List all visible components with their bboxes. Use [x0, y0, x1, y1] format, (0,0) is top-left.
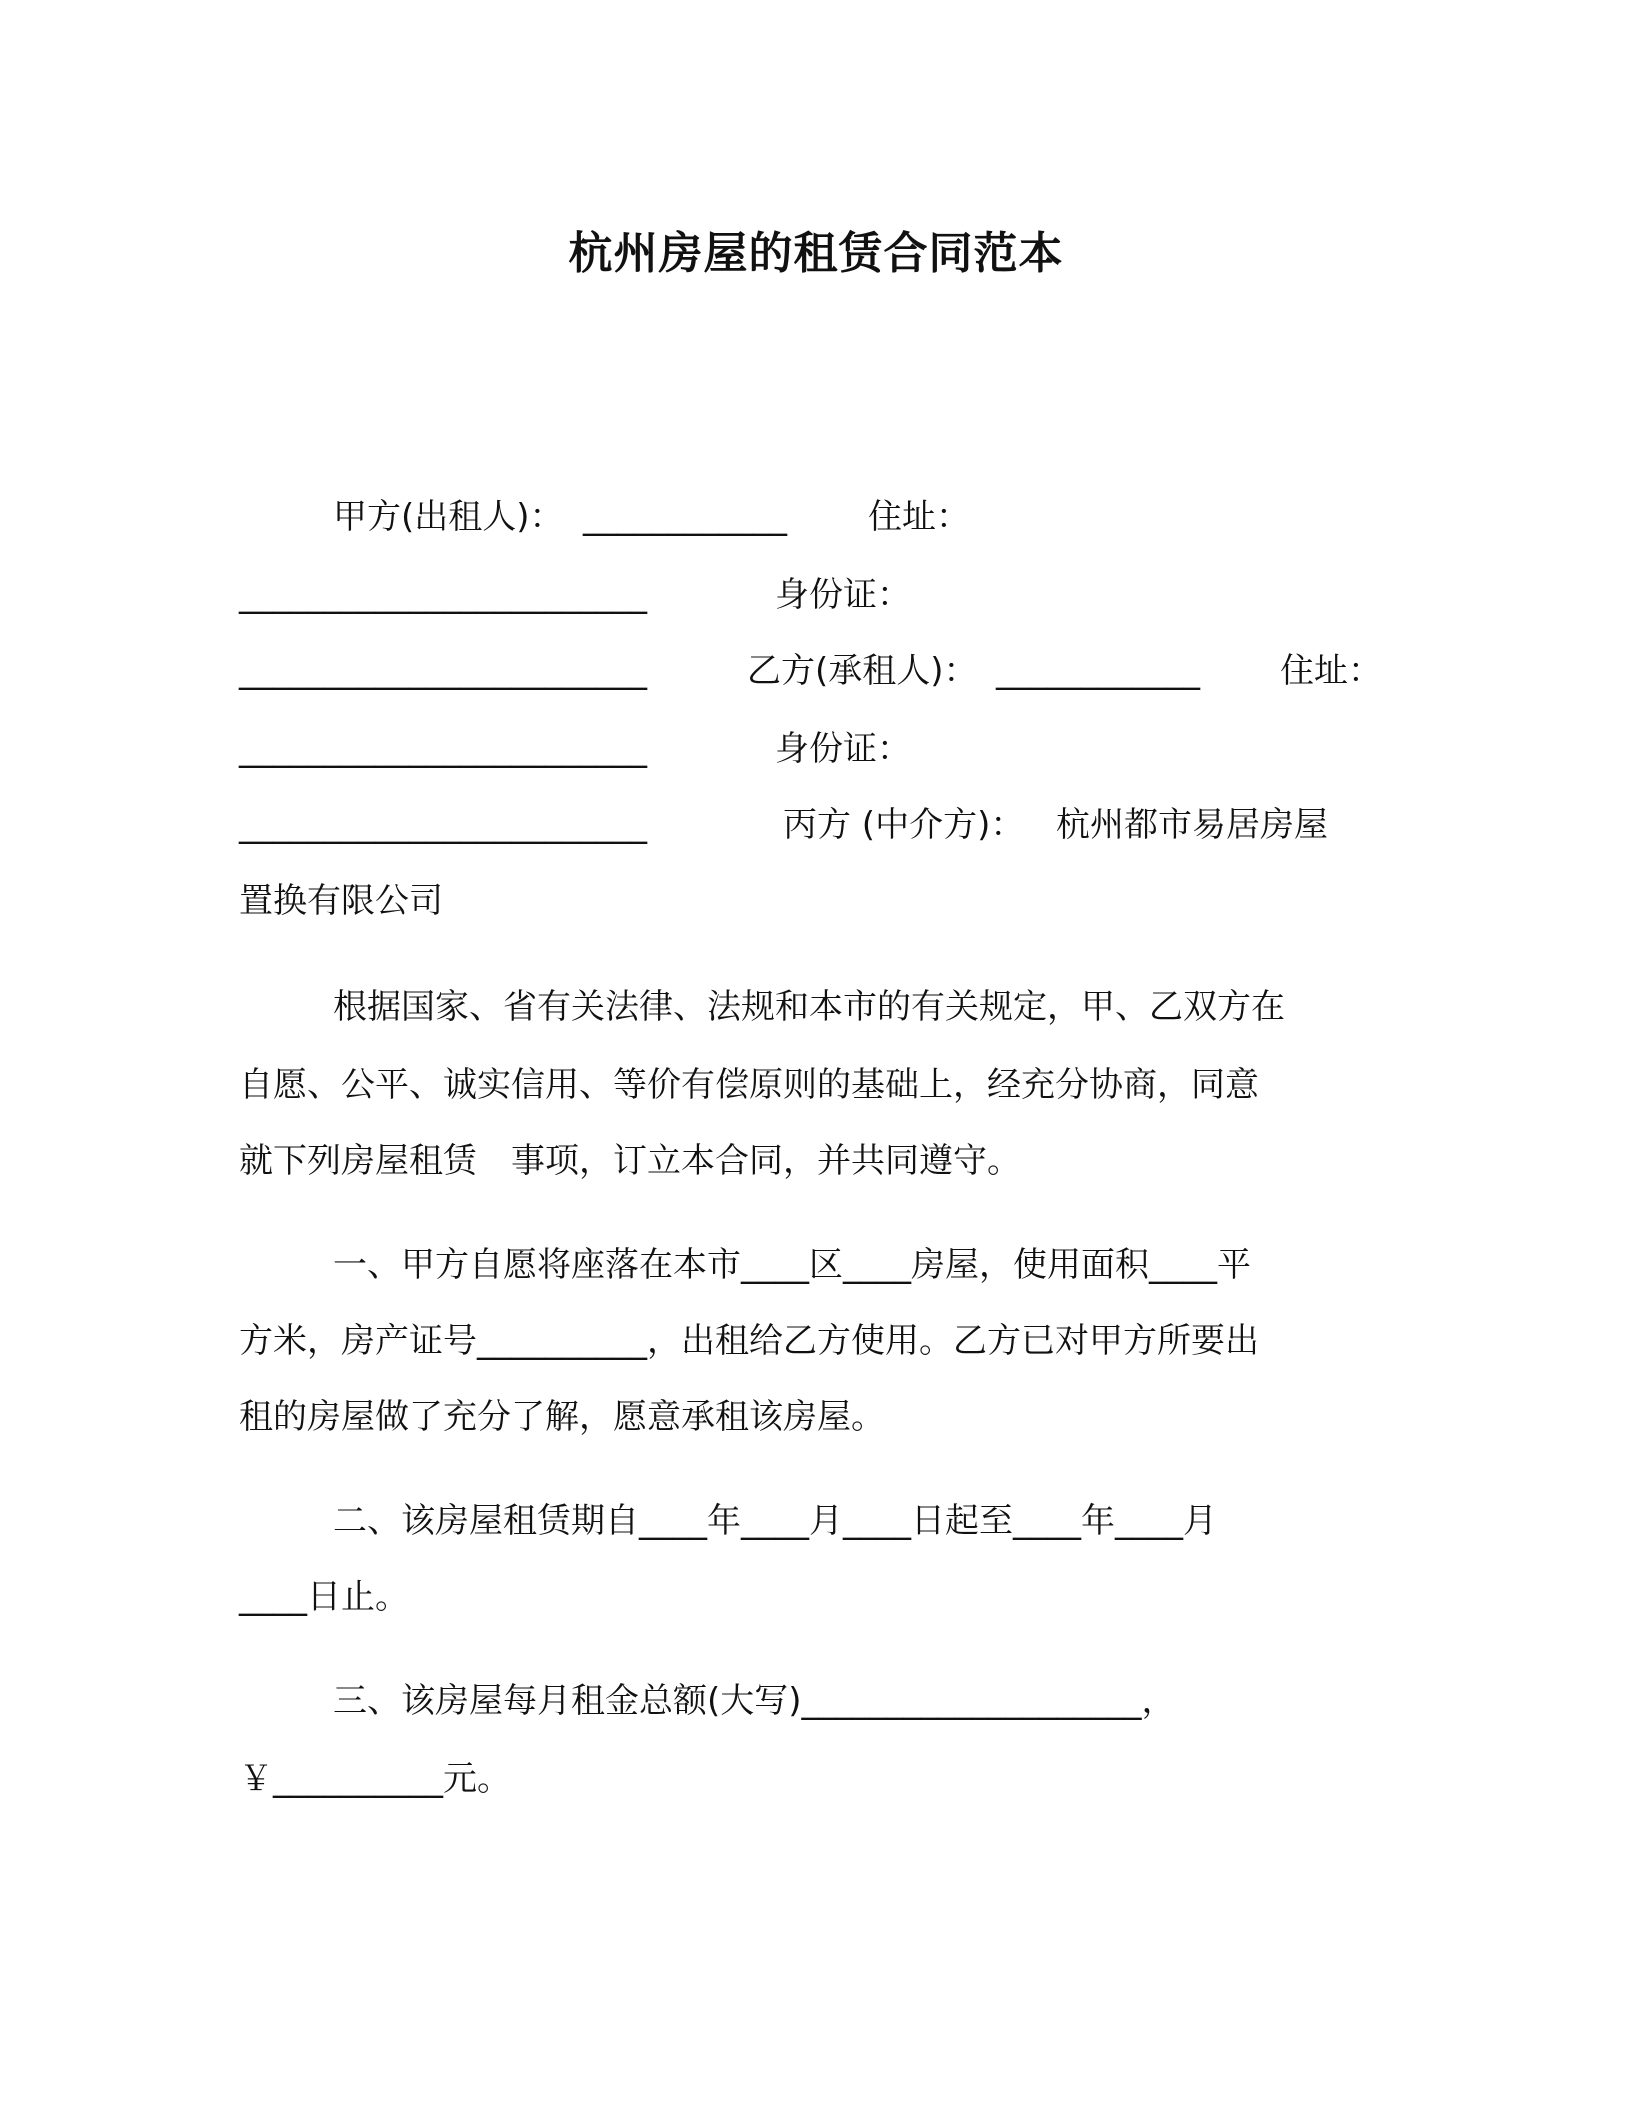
party-a-name-blank: ____________	[583, 497, 787, 537]
clause2-line-2: ____日止。	[239, 1577, 409, 1617]
party-c-label: 丙方 (中介方)：	[783, 805, 1025, 845]
party-b-id-blank: ________________________	[239, 805, 647, 845]
clause1-line-3: 租的房屋做了充分了解，愿意承租该房屋。	[239, 1397, 885, 1437]
party-a-address-blank: ________________________	[239, 575, 647, 615]
clause1-line-1: 一、甲方自愿将座落在本市____区____房屋，使用面积____平	[333, 1245, 1251, 1285]
party-a-id-label: 身份证：	[775, 575, 911, 615]
preamble-line-2: 自愿、公平、诚实信用、等价有偿原则的基础上，经充分协商，同意	[239, 1065, 1259, 1105]
party-b-id-label: 身份证：	[775, 729, 911, 769]
clause2-line-1: 二、该房屋租赁期自____年____月____日起至____年____月	[333, 1501, 1217, 1541]
clause3-line-2: ￥__________元。	[239, 1759, 511, 1799]
party-b-address-blank: ________________________	[239, 729, 647, 769]
party-a-address-label: 住址：	[868, 497, 970, 537]
party-b-address-label: 住址：	[1280, 651, 1382, 691]
party-b-label: 乙方(承租人)：	[747, 651, 978, 691]
party-a-id-blank: ________________________	[239, 651, 647, 691]
document-title: 杭州房屋的租赁合同范本	[568, 228, 1064, 279]
party-b-name-blank: ____________	[996, 651, 1200, 691]
party-c-company-cont: 置换有限公司	[239, 881, 443, 921]
party-c-company: 杭州都市易居房屋	[1056, 805, 1328, 845]
clause1-line-2: 方米，房产证号__________，出租给乙方使用。乙方已对甲方所要出	[239, 1321, 1259, 1361]
party-a-label: 甲方(出租人)：	[333, 497, 564, 537]
preamble-line-1: 根据国家、省有关法律、法规和本市的有关规定，甲、乙双方在	[333, 987, 1285, 1027]
preamble-line-3: 就下列房屋租赁 事项，订立本合同，并共同遵守。	[239, 1141, 1021, 1181]
clause3-line-1: 三、该房屋每月租金总额(大写)____________________，	[333, 1681, 1176, 1721]
